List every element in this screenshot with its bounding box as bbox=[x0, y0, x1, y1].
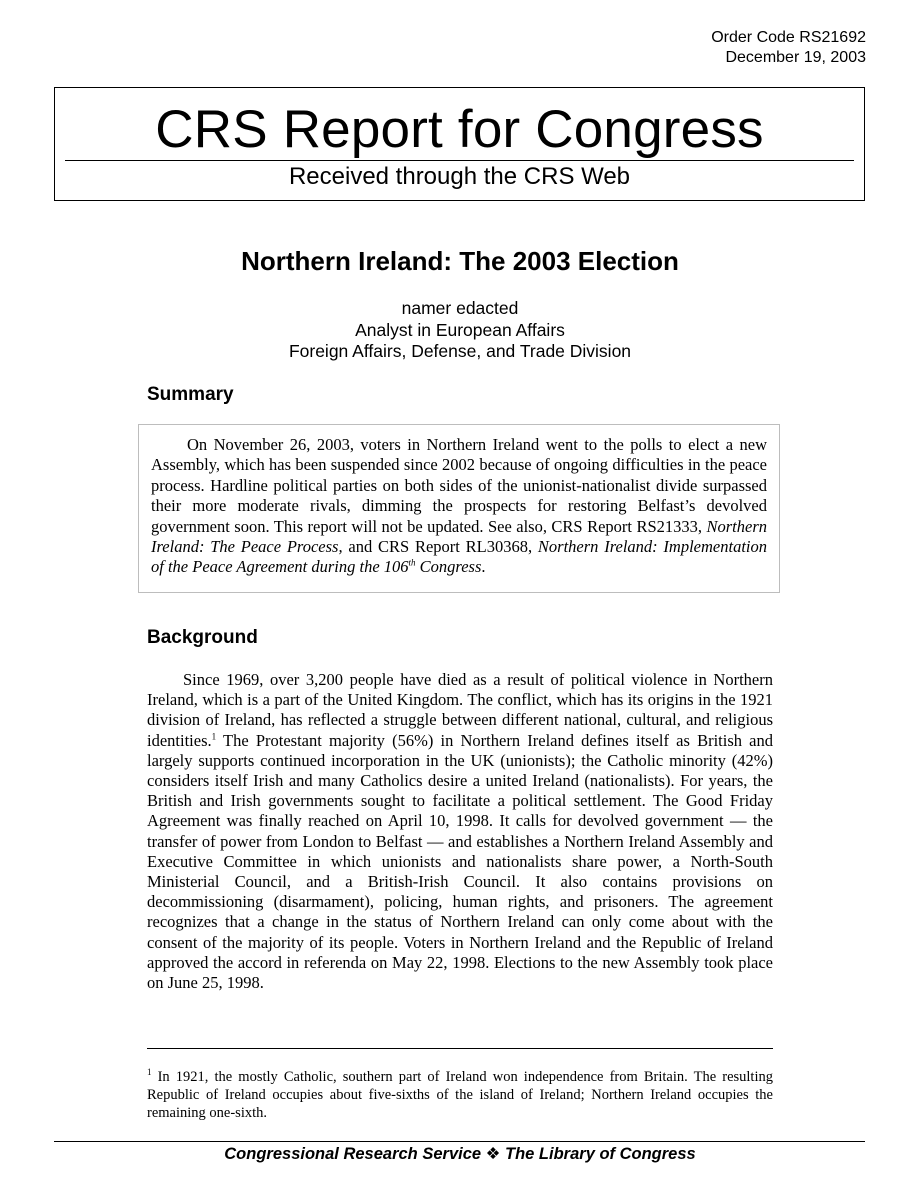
summary-text-end: . bbox=[481, 557, 486, 577]
background-text-part-2: The Protestant majority (56%) in Northern Ireland defines itself as British and largely supports continued incorporation in the UK (unionists); the Catholic minority (42%) considers itself Irish and many Catholics desire a united Ireland (nationalists). For years, the British and Irish governments sought to facilitate a political settlement. The Good Friday Agreement was finally reached on April 10, 1998. It calls for devolved government — the transfer of power from London to Belfast — and establishes a Northern Ireland Assembly and Executive Committee in which unionists and nationalists share power, a North-South Ministerial Council, and a British-Irish Council. It also contains provisions on decommissioning (disarmament), policing, human rights, and prisoners. The agreement recognizes that a change in the status of Northern Ireland can only come about with the consent of the majority of its people. Voters in Northern Ireland and the Republic of Ireland approved the accord in referenda on May 22, 1998. Elections to the new Assembly took place on June 25, 1998. bbox=[147, 730, 773, 993]
page-footer: Congressional Research Service ❖ The Library of Congress bbox=[224, 1145, 696, 1163]
summary-heading: Summary bbox=[147, 384, 234, 405]
footnote-ref: 1 bbox=[211, 731, 217, 742]
masthead-subtitle: Received through the CRS Web bbox=[288, 163, 631, 190]
author-name: namer edacted bbox=[401, 298, 519, 318]
summary-text-part-2: and CRS Report RL30368, bbox=[342, 537, 538, 557]
document-title: Northern Ireland: The 2003 Election bbox=[241, 246, 679, 276]
author-division: Foreign Affairs, Defense, and Trade Division bbox=[288, 341, 632, 361]
footnote-number: 1 bbox=[147, 1067, 152, 1078]
footnote-text: In 1921, the mostly Catholic, southern part of Ireland won independence from Britain. The resulting Republic of Ireland occupies about five-sixths of the island of Ireland; Northern Ireland occupies the remaining one-sixth. bbox=[147, 1069, 773, 1121]
summary-text-part-1: On November 26, 2003, voters in Northern Ireland went to the polls to elect a new Assembly, which has been suspended since 2002 because of ongoing difficulties in the peace process. Hardline political parties on both sides of the unionist-nationalist divide surpassed their more moderate rivals, dimming the prospects for restoring Belfast’s devolved government soon. This report will not be updated. See also, CRS Report RS21333, bbox=[151, 435, 767, 536]
author-role: Analyst in European Affairs bbox=[355, 319, 565, 340]
order-info bbox=[711, 28, 866, 68]
masthead-title: CRS Report for Congress bbox=[155, 100, 764, 159]
summary-ref-2-title: Northern Ireland: Implementation of the Peace Agreement during the 106th Congress bbox=[151, 537, 767, 577]
masthead-rule bbox=[65, 160, 854, 161]
footnote-rule bbox=[147, 1048, 773, 1049]
summary-ref-2-sup: th bbox=[408, 557, 416, 568]
summary-box bbox=[138, 424, 780, 593]
background-text-part-1: Since 1969, over 3,200 people have died as a result of political violence in Northern Ireland, which is a part of the United Kingdom. The conflict, which has its origins in the 1921 division of Ireland, has reflected a struggle between different national, cultural, and religious identities. bbox=[147, 670, 773, 750]
background-heading: Background bbox=[147, 627, 258, 648]
masthead bbox=[54, 87, 865, 201]
footer-rule bbox=[54, 1141, 865, 1142]
order-code: Order Code RS21692 bbox=[711, 29, 866, 46]
author-block bbox=[0, 298, 920, 363]
summary-text bbox=[151, 435, 767, 578]
background-text bbox=[147, 670, 773, 993]
report-date: December 19, 2003 bbox=[725, 49, 866, 66]
footnote bbox=[147, 1068, 773, 1122]
summary-ref-1-title: Northern Ireland: The Peace Process, bbox=[151, 516, 767, 557]
